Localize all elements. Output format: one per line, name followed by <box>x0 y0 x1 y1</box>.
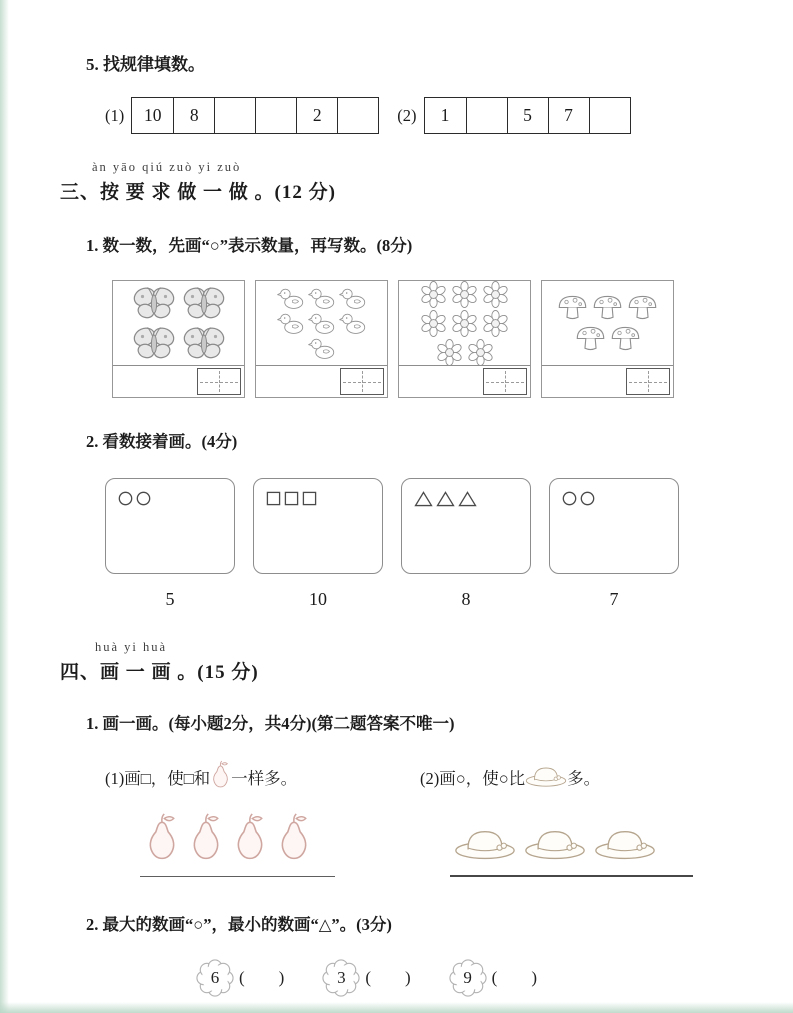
square-icon <box>284 491 299 506</box>
drawing-areas-row <box>140 812 793 877</box>
drawing-box[interactable] <box>105 478 235 574</box>
flower-icons-area <box>399 281 530 365</box>
pear-icon <box>144 812 180 862</box>
fill-pattern-1 <box>105 97 379 134</box>
writing-grid[interactable] <box>197 368 241 395</box>
count-box-flowers <box>398 280 531 398</box>
flower-icon <box>451 310 478 337</box>
flower-badge <box>196 959 234 997</box>
circle-shapes <box>562 491 678 506</box>
triangle-icon <box>414 491 433 507</box>
hat-drawing-area <box>450 823 695 877</box>
hat-icon <box>594 823 656 861</box>
draw-col-circles-7 <box>549 478 679 610</box>
circle-icon <box>580 491 595 506</box>
hat-icon <box>454 823 516 861</box>
drawing-box[interactable] <box>253 478 383 574</box>
pear-row <box>140 812 338 862</box>
answer-strip <box>399 365 530 397</box>
pear-drawing-area <box>140 812 338 877</box>
count-box-ducks <box>255 280 388 398</box>
count-boxes-row <box>112 280 793 398</box>
duck-icon <box>339 312 366 335</box>
duck-icons-area <box>256 281 387 365</box>
section-4-pinyin: huà yi huà <box>95 640 168 654</box>
badge-group-6 <box>196 959 284 997</box>
number-cell: 5 <box>507 98 548 133</box>
count-box-butterflies <box>112 280 245 398</box>
answer-strip <box>113 365 244 397</box>
butterfly-icon <box>181 324 227 362</box>
duck-icon <box>308 287 335 310</box>
fill-pattern-row <box>105 97 793 134</box>
pear-icon <box>276 812 312 862</box>
sub-question-1 <box>105 760 420 794</box>
fill-pattern-2-label: (2) <box>397 105 417 125</box>
flower-icon <box>420 281 447 308</box>
flower-icon <box>467 339 494 366</box>
circle-icon <box>562 491 577 506</box>
section-3-q1-title: 1. 数一数，先画“○”表示数量，再写数。(8分) <box>86 236 413 255</box>
duck-icon <box>277 312 304 335</box>
draw-col-triangles-8 <box>401 478 531 610</box>
flower-icon <box>482 310 509 337</box>
triangle-icon <box>436 491 455 507</box>
circle-icon <box>136 491 151 506</box>
section-4-q2-title: 2. 最大的数画“○”，最小的数画“△”。(3分) <box>86 915 392 934</box>
number-pattern-table-1 <box>131 97 379 134</box>
badge-number: 9 <box>463 968 472 987</box>
sub-question-2-text-a: (2)画○，使○比 <box>420 769 526 788</box>
badge-group-3 <box>322 959 410 997</box>
fill-pattern-1-label: (1) <box>105 105 125 125</box>
sub-question-2-text-b: 多。 <box>567 769 601 788</box>
answer-strip <box>256 365 387 397</box>
square-icon <box>266 491 281 506</box>
mushroom-icon <box>627 293 658 322</box>
pear-answer-line[interactable] <box>140 876 335 877</box>
badge-number: 6 <box>210 968 220 987</box>
square-shapes <box>266 491 382 506</box>
flower-icon <box>420 310 447 337</box>
question-5-title: 5. 找规律填数。 <box>86 55 205 74</box>
flower-icon <box>482 281 509 308</box>
hat-row <box>450 823 695 861</box>
section-4-q1-title: 1. 画一画。(每小题2分，共4分)(第二题答案不唯一) <box>86 714 455 733</box>
duck-icon <box>277 287 304 310</box>
question-5 <box>0 50 793 134</box>
badge-group-9 <box>449 959 537 997</box>
empty-fill-cell[interactable] <box>589 98 630 133</box>
section-3 <box>0 160 793 610</box>
number-cell: 1 <box>440 105 450 125</box>
mushroom-icons-area <box>542 281 673 365</box>
count-box-mushrooms <box>541 280 674 398</box>
butterfly-icon <box>131 284 177 322</box>
flower-badge <box>449 959 487 997</box>
answer-strip <box>542 365 673 397</box>
answer-parentheses[interactable]: ( ) <box>365 968 411 987</box>
circle-icon <box>118 491 133 506</box>
empty-fill-cell[interactable] <box>466 98 507 133</box>
hat-answer-line[interactable] <box>450 875 693 877</box>
target-number: 7 <box>609 589 619 609</box>
section-3-q2-title: 2. 看数接着画。(4分) <box>86 432 238 451</box>
flower-badge <box>322 959 360 997</box>
drawing-box[interactable] <box>401 478 531 574</box>
butterfly-icons-area <box>113 281 244 365</box>
number-pattern-table-2 <box>424 97 631 134</box>
butterfly-icon <box>181 284 227 322</box>
mushroom-icon <box>610 324 641 353</box>
duck-icon <box>339 287 366 310</box>
pear-icon <box>232 812 268 862</box>
hat-icon <box>524 823 586 861</box>
number-badges-row <box>196 959 793 997</box>
answer-parentheses[interactable]: ( ) <box>239 968 285 987</box>
number-cell: 10 <box>144 105 162 125</box>
butterfly-icon <box>131 324 177 362</box>
number-cell: 8 <box>173 98 214 133</box>
mushroom-icon <box>557 293 588 322</box>
fill-pattern-2 <box>397 97 630 134</box>
writing-grid[interactable] <box>626 368 670 395</box>
number-cell: 7 <box>548 98 589 133</box>
page-bottom-edge <box>0 1002 793 1013</box>
empty-fill-cell[interactable] <box>255 98 296 133</box>
badge-number: 3 <box>337 968 346 987</box>
target-number: 5 <box>165 589 175 609</box>
square-icon <box>302 491 317 506</box>
hat-icon <box>525 762 567 793</box>
pear-icon <box>188 812 224 862</box>
circle-shapes <box>118 491 234 506</box>
sub-question-1-text-b: 一样多。 <box>231 769 298 788</box>
sub-question-2 <box>420 760 600 794</box>
sub-question-1-text-a: (1)画□，使□和 <box>105 769 211 788</box>
section-3-title: 三、按 要 求 做 一 做 。(12 分) <box>60 182 336 203</box>
section-3-pinyin: àn yāo qiú zuò yi zuò <box>92 160 242 174</box>
writing-grid[interactable] <box>483 368 527 395</box>
empty-fill-cell[interactable] <box>337 98 378 133</box>
continue-drawing-row <box>105 478 793 610</box>
duck-icon <box>308 337 335 360</box>
draw-col-circles-5 <box>105 478 235 610</box>
target-number: 10 <box>309 589 327 609</box>
answer-parentheses[interactable]: ( ) <box>491 968 537 987</box>
triangle-shapes <box>414 491 530 507</box>
sub-questions-row <box>105 760 793 794</box>
pear-icon <box>210 760 231 794</box>
number-cell: 2 <box>296 98 337 133</box>
flower-icon <box>451 281 478 308</box>
triangle-icon <box>458 491 477 507</box>
section-4-title: 四、画 一 画 。(15 分) <box>60 662 259 683</box>
mushroom-icon <box>575 324 606 353</box>
mushroom-icon <box>592 293 623 322</box>
duck-icon <box>308 312 335 335</box>
writing-grid[interactable] <box>340 368 384 395</box>
empty-fill-cell[interactable] <box>214 98 255 133</box>
drawing-box[interactable] <box>549 478 679 574</box>
target-number: 8 <box>461 589 471 609</box>
flower-icon <box>436 339 463 366</box>
draw-col-squares-10 <box>253 478 383 610</box>
section-4 <box>0 640 793 997</box>
